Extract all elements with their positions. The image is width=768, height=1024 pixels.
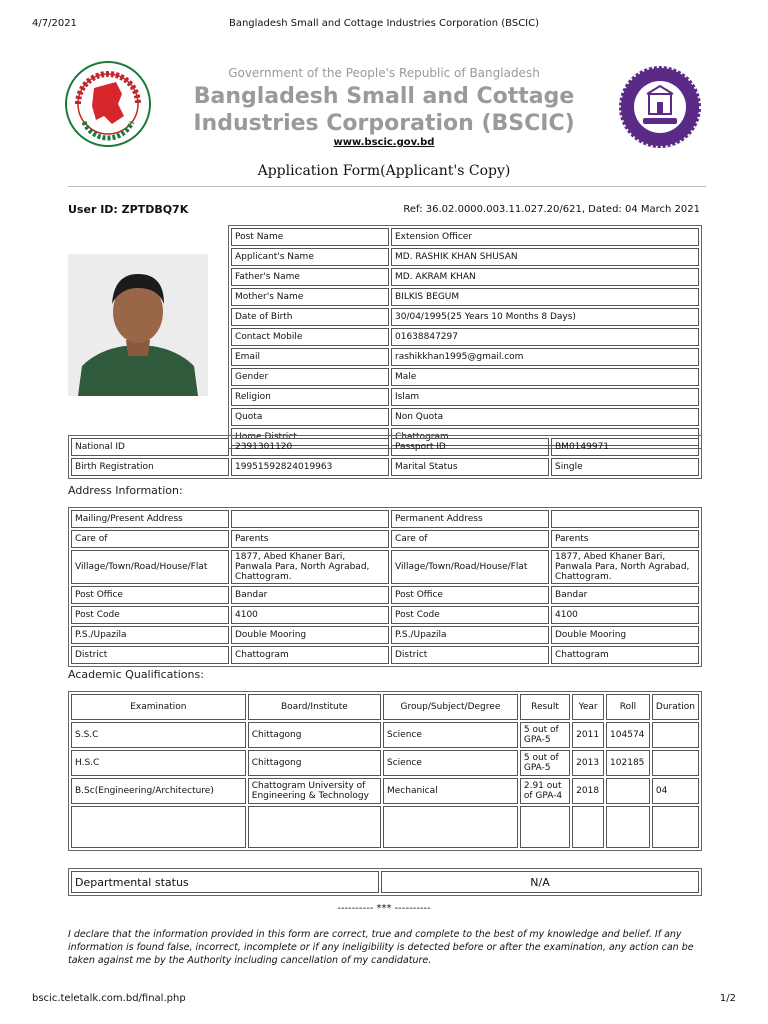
academic-cell: 5 out of GPA-5 — [520, 750, 570, 776]
address-value: Chattogram — [551, 646, 699, 664]
address-label: Care of — [71, 530, 229, 548]
address-value: 4100 — [231, 606, 389, 624]
address-row — [71, 530, 699, 548]
address-value: Parents — [231, 530, 389, 548]
address-label: District — [391, 646, 549, 664]
departmental-status-value: N/A — [381, 871, 699, 893]
academic-cell — [606, 778, 650, 804]
info-label: Post Name — [231, 228, 389, 246]
separator: ---------- *** ---------- — [337, 903, 431, 914]
academic-cell — [652, 722, 699, 748]
personal-info-table — [228, 225, 702, 449]
info-row — [231, 368, 699, 386]
address-label: Permanent Address — [391, 510, 549, 528]
info-value: Non Quota — [391, 408, 699, 426]
academic-header: Board/Institute — [248, 694, 381, 720]
info-label: Mother's Name — [231, 288, 389, 306]
info-value: Extension Officer — [391, 228, 699, 246]
info-row — [231, 408, 699, 426]
academic-header: Group/Subject/Degree — [383, 694, 518, 720]
info-value: Islam — [391, 388, 699, 406]
info-label: Gender — [231, 368, 389, 386]
identity-value: 2391301120 — [231, 438, 389, 456]
government-line: Government of the People's Republic of Bangladesh — [228, 66, 540, 80]
info-label: Quota — [231, 408, 389, 426]
academic-cell: B.Sc(Engineering/Architecture) — [71, 778, 246, 804]
website-link-text[interactable]: www.bscic.gov.bd — [333, 137, 435, 148]
reference-line: Ref: 36.02.0000.003.11.027.20/621, Dated: 04 March 2021 — [403, 204, 700, 215]
address-row — [71, 626, 699, 644]
identity-label: National ID — [71, 438, 229, 456]
address-value: Bandar — [551, 586, 699, 604]
academic-row — [71, 806, 699, 848]
academic-cell — [248, 806, 381, 848]
address-value: 4100 — [551, 606, 699, 624]
departmental-status-label: Departmental status — [71, 871, 379, 893]
identity-label: Marital Status — [391, 458, 549, 476]
identity-value: 19951592824019963 — [231, 458, 389, 476]
info-row — [231, 248, 699, 266]
address-label: Care of — [391, 530, 549, 548]
applicant-photo — [68, 254, 208, 396]
academic-cell: Science — [383, 722, 518, 748]
academic-header: Result — [520, 694, 570, 720]
footer-url: bscic.teletalk.com.bd/final.php — [32, 993, 186, 1004]
info-value: BILKIS BEGUM — [391, 288, 699, 306]
address-value: Double Mooring — [551, 626, 699, 644]
academic-cell — [652, 750, 699, 776]
user-id: User ID: ZPTDBQ7K — [68, 203, 189, 216]
address-label: Mailing/Present Address — [71, 510, 229, 528]
organization-name-line1: Bangladesh Small and Cottage — [193, 84, 575, 109]
organization-name — [0, 83, 768, 137]
address-value: Double Mooring — [231, 626, 389, 644]
academic-cell — [71, 806, 246, 848]
address-value: 1877, Abed Khaner Bari, Panwala Para, North Agrabad, Chattogram. — [231, 550, 389, 584]
address-label: Post Office — [391, 586, 549, 604]
info-row — [231, 228, 699, 246]
academic-row — [71, 722, 699, 748]
address-label: Village/Town/Road/House/Flat — [71, 550, 229, 584]
header-divider — [68, 186, 706, 187]
info-label: Religion — [231, 388, 389, 406]
academic-cell: Chittagong — [248, 722, 381, 748]
academic-cell: 2018 — [572, 778, 604, 804]
academic-cell: S.S.C — [71, 722, 246, 748]
academic-cell: 5 out of GPA-5 — [520, 722, 570, 748]
academic-header: Examination — [71, 694, 246, 720]
academic-cell — [606, 806, 650, 848]
academic-cell: Mechanical — [383, 778, 518, 804]
page-number: 1/2 — [719, 993, 736, 1004]
info-label: Date of Birth — [231, 308, 389, 326]
info-label: Applicant's Name — [231, 248, 389, 266]
academic-cell: 104574 — [606, 722, 650, 748]
address-row — [71, 550, 699, 584]
address-row — [71, 510, 699, 528]
address-row — [71, 646, 699, 664]
identity-row — [71, 458, 699, 476]
academic-row — [71, 778, 699, 804]
address-heading: Address Information: — [68, 484, 183, 497]
address-label: Village/Town/Road/House/Flat — [391, 550, 549, 584]
info-value: Male — [391, 368, 699, 386]
identity-row — [71, 438, 699, 456]
address-value: Parents — [551, 530, 699, 548]
academic-table — [68, 691, 702, 851]
info-value: Chattogram — [391, 428, 699, 446]
address-value — [231, 510, 389, 528]
identity-value: BM0149971 — [551, 438, 699, 456]
info-value: MD. AKRAM KHAN — [391, 268, 699, 286]
identity-label: Passport ID — [391, 438, 549, 456]
info-label: Contact Mobile — [231, 328, 389, 346]
academic-cell — [520, 806, 570, 848]
academic-cell: Chattogram University of Engineering & Technology — [248, 778, 381, 804]
academic-cell: 102185 — [606, 750, 650, 776]
academic-header: Year — [572, 694, 604, 720]
address-value: Chattogram — [231, 646, 389, 664]
academic-heading: Academic Qualifications: — [68, 668, 204, 681]
info-label: Email — [231, 348, 389, 366]
address-value — [551, 510, 699, 528]
info-value: MD. RASHIK KHAN SHUSAN — [391, 248, 699, 266]
academic-cell — [383, 806, 518, 848]
info-row — [231, 348, 699, 366]
address-label: Post Office — [71, 586, 229, 604]
address-label: Post Code — [391, 606, 549, 624]
address-row — [71, 586, 699, 604]
form-title: Application Form(Applicant's Copy) — [257, 163, 511, 179]
website-link[interactable] — [0, 137, 768, 148]
academic-cell: 04 — [652, 778, 699, 804]
address-label: P.S./Upazila — [71, 626, 229, 644]
info-row — [231, 308, 699, 326]
info-label: Father's Name — [231, 268, 389, 286]
academic-header: Duration — [652, 694, 699, 720]
info-row — [231, 268, 699, 286]
organization-name-line2: Industries Corporation (BSCIC) — [193, 111, 575, 136]
info-row — [231, 328, 699, 346]
identity-label: Birth Registration — [71, 458, 229, 476]
academic-cell — [652, 806, 699, 848]
declaration: I declare that the information provided in this form are correct, true and complete to the best of my knowledge and belief. If any information is found false, incorrect, incomplete or if any ineligibility is detected before or after the examination, any action can be taken against me by the Authority including cancellation of my candidature. — [68, 929, 694, 966]
academic-cell: Science — [383, 750, 518, 776]
address-value: 1877, Abed Khaner Bari, Panwala Para, North Agrabad, Chattogram. — [551, 550, 699, 584]
print-title: Bangladesh Small and Cottage Industries Corporation (BSCIC) — [228, 18, 540, 29]
info-value: 30/04/1995(25 Years 10 Months 8 Days) — [391, 308, 699, 326]
identity-table — [68, 435, 702, 479]
info-value: 01638847297 — [391, 328, 699, 346]
address-table — [68, 507, 702, 667]
identity-value: Single — [551, 458, 699, 476]
academic-cell: 2011 — [572, 722, 604, 748]
academic-cell: 2.91 out of GPA-4 — [520, 778, 570, 804]
academic-row — [71, 750, 699, 776]
info-row — [231, 388, 699, 406]
address-row — [71, 606, 699, 624]
info-row — [231, 288, 699, 306]
academic-cell: Chittagong — [248, 750, 381, 776]
academic-cell: H.S.C — [71, 750, 246, 776]
address-label: Post Code — [71, 606, 229, 624]
academic-cell: 2013 — [572, 750, 604, 776]
departmental-status-table — [68, 868, 702, 896]
print-date: 4/7/2021 — [32, 18, 77, 29]
address-value: Bandar — [231, 586, 389, 604]
academic-header: Roll — [606, 694, 650, 720]
academic-cell — [572, 806, 604, 848]
info-value: rashikkhan1995@gmail.com — [391, 348, 699, 366]
address-label: P.S./Upazila — [391, 626, 549, 644]
address-label: District — [71, 646, 229, 664]
info-label: Home District — [231, 428, 389, 446]
